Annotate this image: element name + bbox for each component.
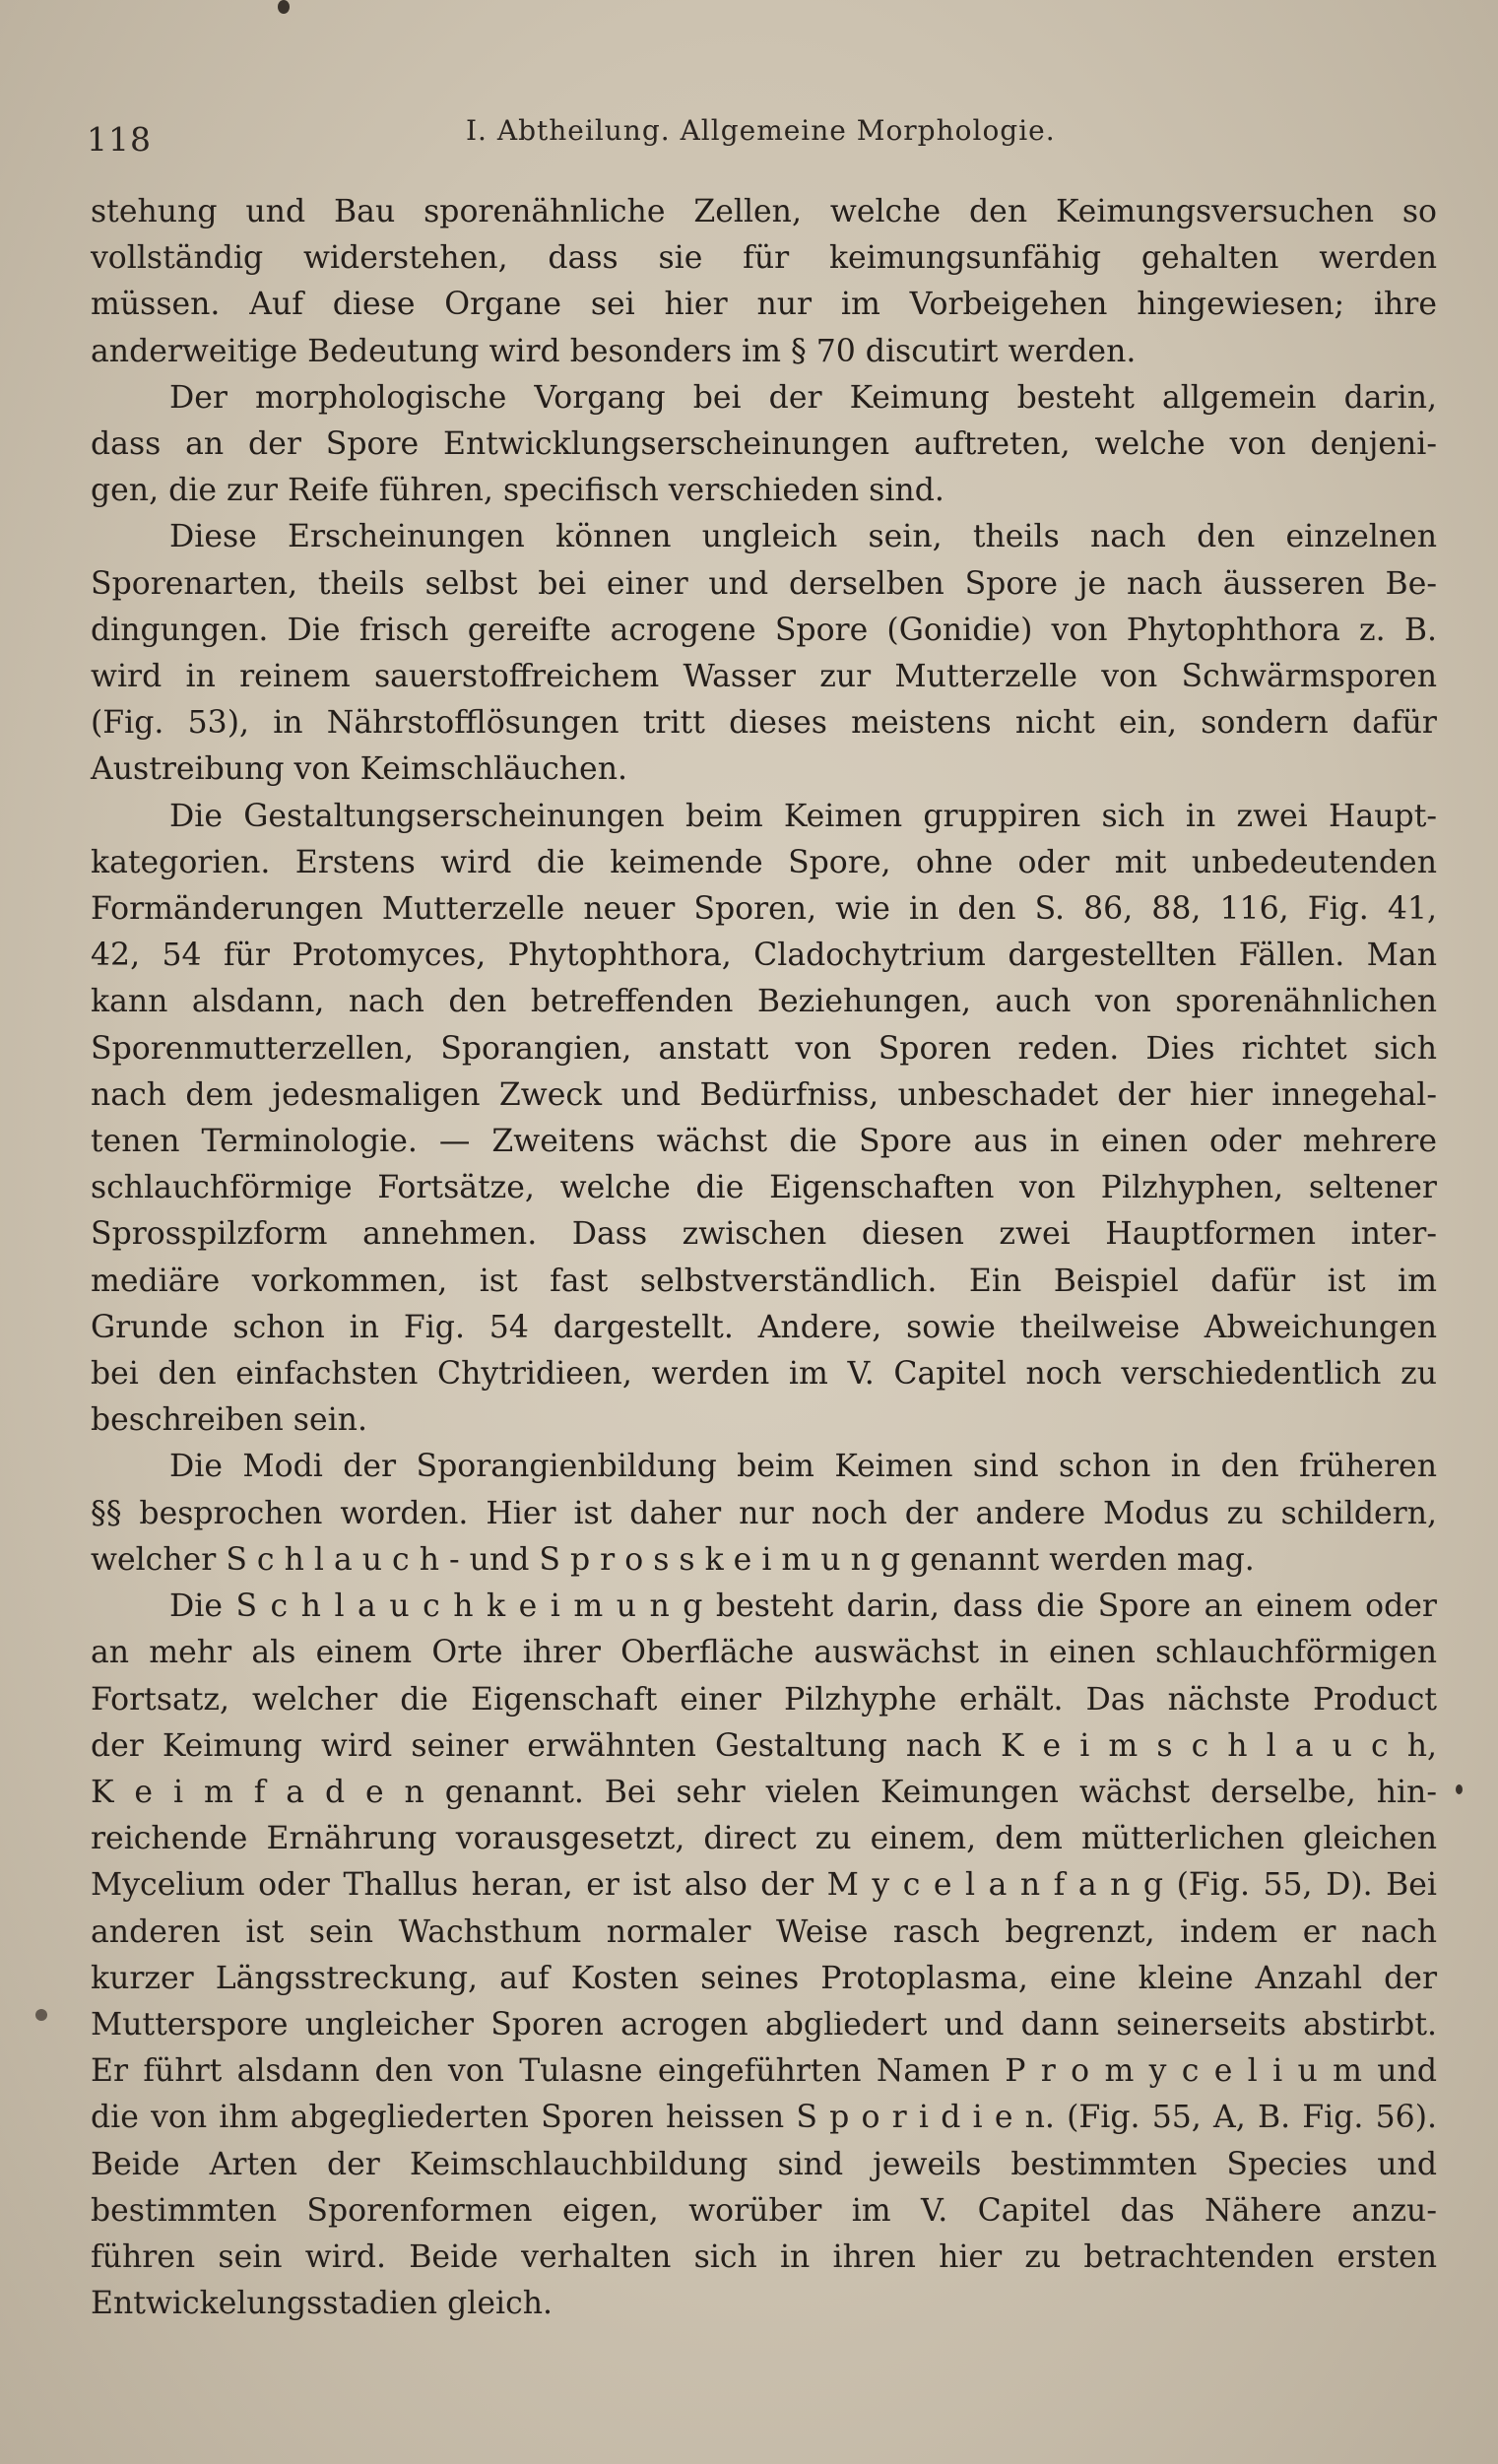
text-line: K e i m f a d e n genannt. Bei sehr vielen Keimungen wächst derselbe, hin- [91,1774,1437,1810]
text-line: die von ihm abgegliederten Sporen heissen S p o r i d i e n. (Fig. 55, A, B. Fig. 56). [91,2100,1437,2136]
text-line: Sprosspilzform annehmen. Dass zwischen diesen zwei Hauptformen inter- [91,1216,1437,1253]
text-line: §§ besprochen worden. Hier ist daher nur noch der andere Modus zu schildern, [91,1495,1437,1531]
text-line: bei den einfachsten Chytridieen, werden im V. Capitel noch verschiedentlich zu [91,1356,1437,1393]
text-line: reichende Ernährung vorausgesetzt, direct zu einem, dem mütterlichen gleichen [91,1821,1437,1857]
text-line: führen sein wird. Beide verhalten sich in ihren hier zu betrachtenden ersten [91,2238,1437,2275]
page-number: 118 [87,120,152,159]
body-text [91,189,1437,2327]
text-line: der Keimung wird seiner erwähnten Gestaltung nach K e i m s c h l a u c h, [91,1727,1437,1764]
text-line: Beide Arten der Keimschlauchbildung sind jeweils bestimmten Species und [91,2146,1437,2182]
text-line: mediäre vorkommen, ist fast selbstverständlich. Ein Beispiel dafür ist im [91,1263,1437,1299]
text-line: Die Gestaltungserscheinungen beim Keimen gruppiren sich in zwei Haupt- [169,798,1437,834]
text-line: beschreiben sein. [91,1402,367,1439]
paragraph [91,514,1437,793]
text-line: müssen. Auf diese Organe sei hier nur im Vorbeigehen hingewiesen; ihre [91,287,1437,323]
text-line: bestimmten Sporenformen eigen, worüber im V. Capitel das Nähere anzu- [91,2192,1437,2229]
text-line: kategorien. Erstens wird die keimende Spore, ohne oder mit unbedeutenden [91,844,1437,880]
paragraph [91,375,1437,515]
text-line: Diese Erscheinungen können ungleich sein, theils nach den einzelnen [169,519,1437,555]
text-line: an mehr als einem Orte ihrer Oberfläche auswächst in einen schlauchförmigen [91,1635,1437,1671]
text-line: kann alsdann, nach den betreffenden Beziehungen, auch von sporenähnlichen [91,984,1437,1020]
text-line: anderweitige Bedeutung wird besonders im § 70 discutirt werden. [91,333,1137,369]
text-line: Fortsatz, welcher die Eigenschaft einer Pilzhyphe erhält. Das nächste Product [91,1681,1437,1718]
text-line: schlauchförmige Fortsätze, welche die Eigenschaften von Pilzhyphen, seltener [91,1170,1437,1206]
page-speck [278,0,290,14]
paragraph [91,1444,1437,1584]
text-line: stehung und Bau sporenähnliche Zellen, welche den Keimungsversuchen so [91,194,1437,229]
text-line: 42, 54 für Protomyces, Phytophthora, Cladochytrium dargestellten Fällen. Man [91,938,1437,974]
paragraph [91,794,1437,1445]
text-line: Die Modi der Sporangienbildung beim Keimen sind schon in den früheren [169,1449,1437,1485]
text-line: vollständig widerstehen, dass sie für keimungsunfähig gehalten werden [91,240,1437,277]
text-line: Austreibung von Keimschläuchen. [91,751,627,788]
text-line: Der morphologische Vorgang bei der Keimung besteht allgemein darin, [169,379,1437,416]
text-line: (Fig. 53), in Nährstofflösungen tritt dieses meistens nicht ein, sondern dafür [91,705,1437,742]
text-line: Mycelium oder Thallus heran, er ist also der M y c e l a n f a n g (Fig. 55, D). Bei [91,1867,1437,1904]
paragraph [91,189,1437,375]
text-line: Grunde schon in Fig. 54 dargestellt. Andere, sowie theilweise Abweichungen [91,1309,1437,1345]
text-line: anderen ist sein Wachsthum normaler Weise rasch begrenzt, indem er nach [91,1913,1437,1950]
page-speck [35,2009,47,2021]
text-line: gen, die zur Reife führen, specifisch verschieden sind. [91,473,944,509]
text-line: tenen Terminologie. — Zweitens wächst die Spore aus in einen oder mehrere [91,1124,1437,1160]
text-line: Sporenmutterzellen, Sporangien, anstatt von Sporen reden. Dies richtet sich [91,1030,1437,1067]
paragraph [91,1584,1437,2327]
text-line: Entwickelungsstadien gleich. [91,2286,554,2322]
text-line: dass an der Spore Entwicklungserscheinungen auftreten, welche von denjeni- [91,426,1437,463]
text-line: Formänderungen Mutterzelle neuer Sporen, wie in den S. 86, 88, 116, Fig. 41, [91,891,1437,928]
text-line: welcher S c h l a u c h - und S p r o s s k e i m u n g genannt werden mag. [91,1541,1255,1578]
text-line: Er führt alsdann den von Tulasne eingeführten Namen P r o m y c e l i u m und [91,2053,1437,2090]
text-line: nach dem jedesmaligen Zweck und Bedürfniss, unbeschadet der hier innegehal- [91,1076,1437,1113]
text-line: Die S c h l a u c h k e i m u n g besteht darin, dass die Spore an einem oder [169,1589,1437,1625]
text-line: wird in reinem sauerstoffreichem Wasser zur Mutterzelle von Schwärmsporen [91,659,1437,695]
page-speck [1456,1784,1463,1794]
text-line: dingungen. Die frisch gereifte acrogene Spore (Gonidie) von Phytophthora z. B. [91,612,1437,648]
text-line: Sporenarten, theils selbst bei einer und derselben Spore je nach äusseren Be- [91,565,1437,602]
running-head: I. Abtheilung. Allgemeine Morphologie. [466,114,1056,147]
text-line: kurzer Längsstreckung, auf Kosten seines Protoplasma, eine kleine Anzahl der [91,1960,1437,1996]
page-header [87,110,1429,169]
text-line: Mutterspore ungleicher Sporen acrogen abgliedert und dann seinerseits abstirbt. [91,2006,1437,2043]
